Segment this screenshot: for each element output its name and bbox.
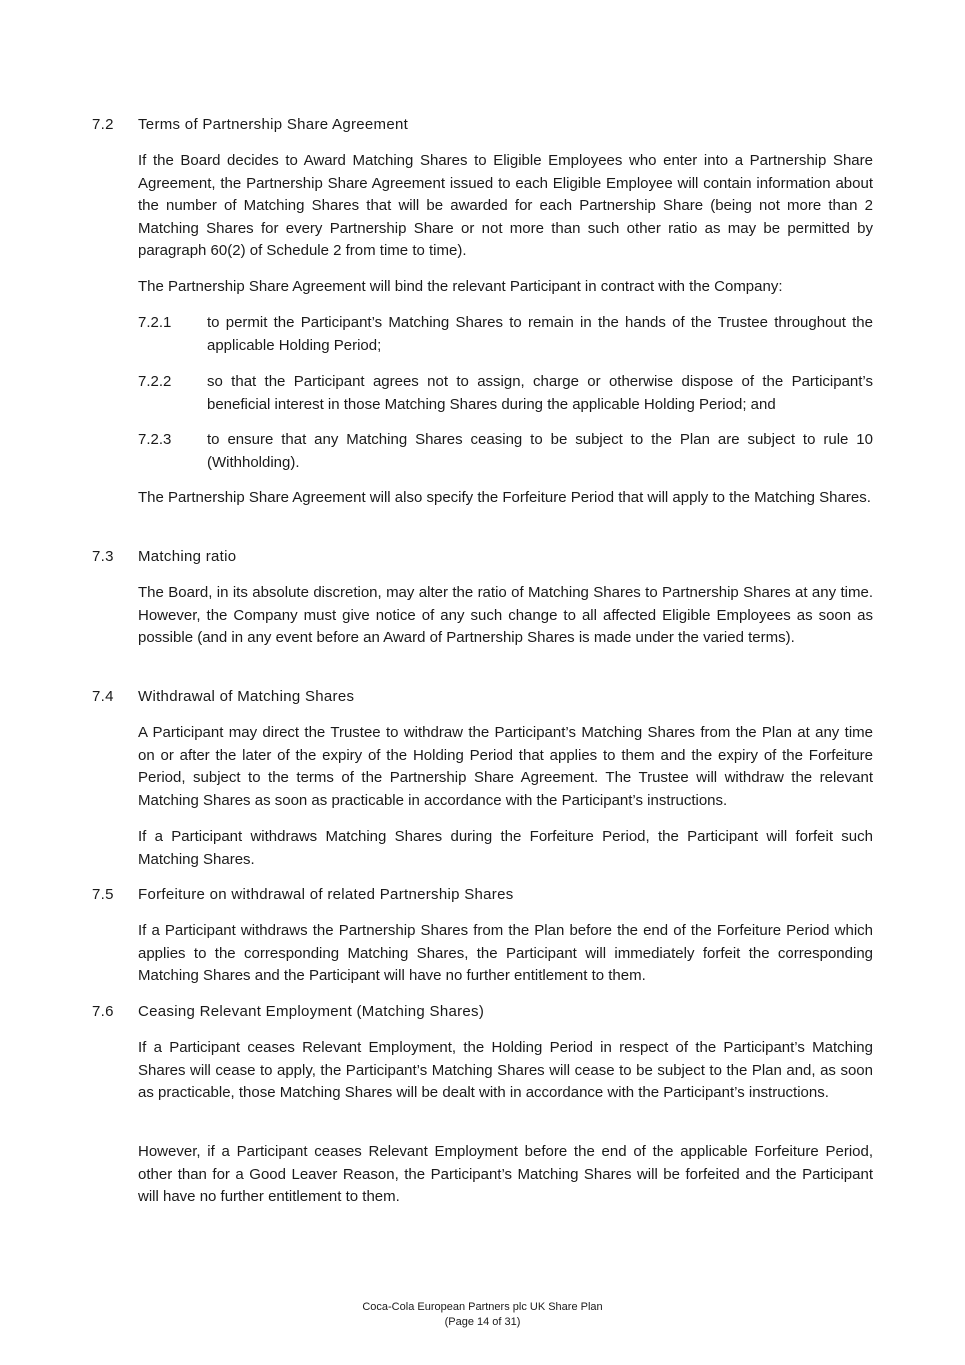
list-item-text: to permit the Participant’s Matching Shares to remain in the hands of the Trustee throughout the applicable Holding Period;	[207, 314, 873, 354]
list-item-number: 7.2.3	[138, 431, 172, 448]
section-title: Matching ratio	[138, 548, 237, 565]
list-item	[138, 371, 873, 416]
section-title: Forfeiture on withdrawal of related Partnership Shares	[138, 886, 514, 903]
paragraph: The Board, in its absolute discretion, may alter the ratio of Matching Shares to Partnership Shares at any time. However, the Company must give notice of any such change to all affected Eligible Employees as soon as possible (and in any event before an Award of Partnership Shares is made under the varied terms).	[138, 584, 873, 647]
section-title: Terms of Partnership Share Agreement	[138, 116, 409, 133]
list-item-text: so that the Participant agrees not to assign, charge or otherwise dispose of the Participant’s beneficial interest in those Matching Shares during the applicable Holding Period; and	[207, 373, 873, 413]
paragraph: If the Board decides to Award Matching Shares to Eligible Employees who enter into a Partnership Share Agreement, the Partnership Share Agreement issued to each Eligible Employee will contain information about the number of Matching Shares that will be awarded for each Partnership Share (being not more than 2 Matching Shares for every Partnership Share or not more than such other ratio as may be permitted by paragraph 60(2) of Schedule 2 from time to time).	[138, 152, 873, 260]
paragraph: The Partnership Share Agreement will also specify the Forfeiture Period that will apply to the Matching Shares.	[138, 489, 871, 506]
section-number: 7.6	[92, 1003, 114, 1020]
list-item-text: to ensure that any Matching Shares ceasing to be subject to the Plan are subject to rule 10 (Withholding).	[207, 431, 873, 471]
list-item-number: 7.2.2	[138, 373, 172, 390]
section-heading-7-6	[92, 1002, 484, 1022]
page-footer	[0, 1300, 965, 1330]
section-title: Ceasing Relevant Employment (Matching Shares)	[138, 1003, 485, 1020]
paragraph: If a Participant withdraws Matching Shares during the Forfeiture Period, the Participant will forfeit such Matching Shares.	[138, 828, 873, 868]
page-number: (Page 14 of 31)	[444, 1316, 521, 1328]
section-heading-7-4	[92, 687, 354, 707]
section-title: Withdrawal of Matching Shares	[138, 688, 355, 705]
section-heading-7-5	[92, 885, 514, 905]
section-number: 7.3	[92, 548, 114, 565]
section-heading-7-3	[92, 547, 236, 567]
section-number: 7.5	[92, 886, 114, 903]
paragraph: The Partnership Share Agreement will bind the relevant Participant in contract with the Company:	[138, 278, 783, 295]
paragraph: A Participant may direct the Trustee to withdraw the Participant’s Matching Shares from the Plan at any time on or after the later of the expiry of the Holding Period that applies to them and the expiry of the Forfeiture Period, subject to the terms of the Partnership Share Agreement. The Trustee will withdraw the relevant Matching Shares as soon as practicable in accordance with the Participant’s instructions.	[138, 724, 873, 809]
paragraph: If a Participant ceases Relevant Employment, the Holding Period in respect of the Participant’s Matching Shares will cease to apply, the Participant’s Matching Shares will cease to be subject to the Plan and, as soon as practicable, those Matching Shares will be dealt with in accordance with the Participant’s instructions.	[138, 1039, 873, 1102]
paragraph: If a Participant withdraws the Partnership Shares from the Plan before the end of the Forfeiture Period which applies to the corresponding Matching Shares, the Participant will immediately forfeit the corresponding Matching Shares and the Participant will have no further entitlement to them.	[138, 922, 873, 985]
list-item	[138, 312, 873, 357]
section-number: 7.2	[92, 116, 114, 133]
footer-title: Coca-Cola European Partners plc UK Share Plan	[362, 1301, 603, 1313]
section-heading-7-2	[92, 115, 408, 135]
list-item-number: 7.2.1	[138, 314, 172, 331]
section-number: 7.4	[92, 688, 114, 705]
list-item	[138, 429, 873, 474]
paragraph: However, if a Participant ceases Relevant Employment before the end of the applicable Forfeiture Period, other than for a Good Leaver Reason, the Participant’s Matching Shares will be forfeited and the Participant will have no further entitlement to them.	[138, 1143, 873, 1206]
